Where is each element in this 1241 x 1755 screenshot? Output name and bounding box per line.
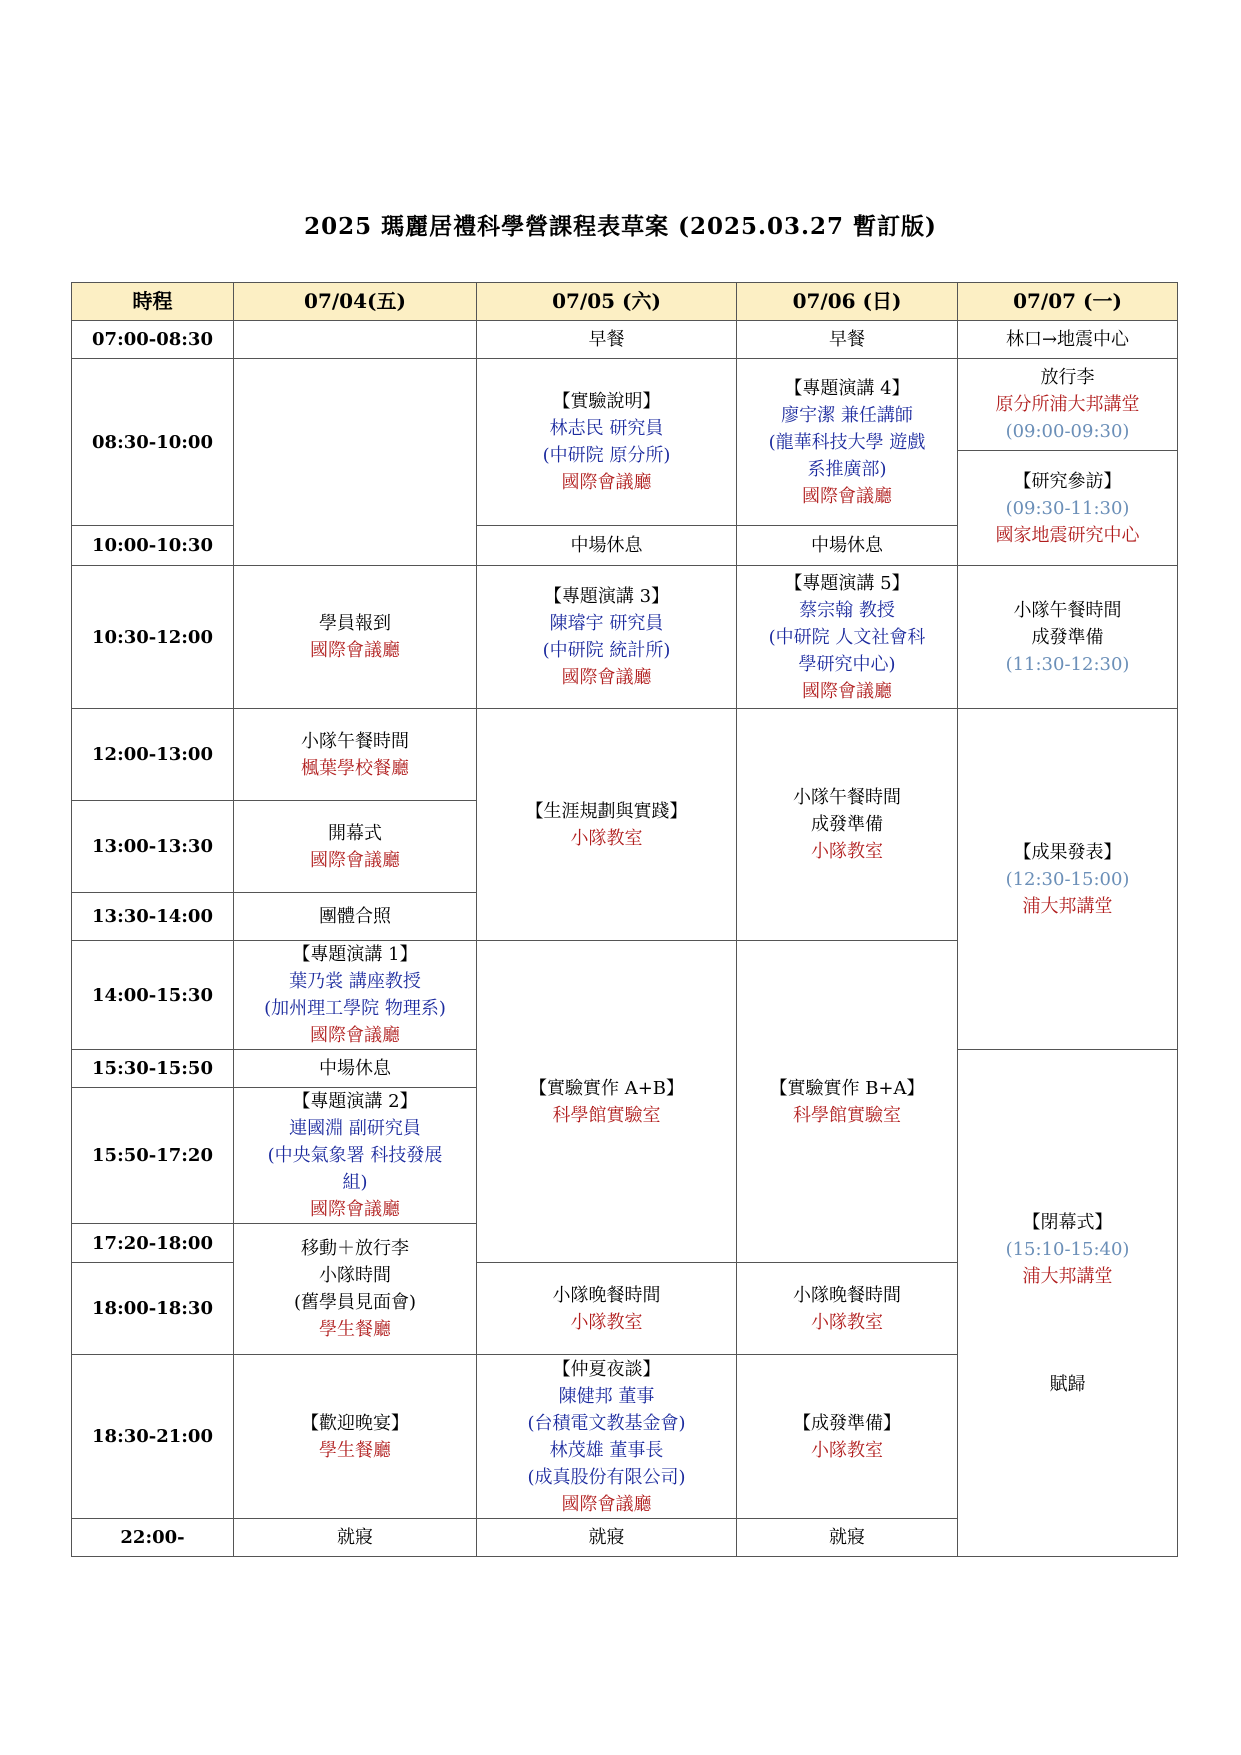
session-cell — [477, 709, 737, 941]
cell-line: 組) — [342, 1172, 368, 1193]
cell-line: (中研院 人文社會科 — [768, 626, 926, 648]
cell-line: 【專題演講 3】 — [543, 586, 670, 607]
cell-line: (11:30-12:30) — [1005, 653, 1130, 675]
cell-line: 賦歸 — [1049, 1373, 1086, 1395]
session-cell — [737, 359, 958, 526]
session-cell — [477, 321, 737, 359]
time-cell: 18:00-18:30 — [72, 1263, 234, 1355]
cell-line: (中央氣象署 科技發展 — [267, 1145, 443, 1166]
session-cell — [737, 1519, 958, 1557]
cell-line: 小隊教室 — [811, 1311, 883, 1333]
session-cell — [958, 321, 1178, 359]
time-cell: 22:00- — [72, 1519, 234, 1557]
cell-line: 【歡迎晚宴】 — [301, 1412, 409, 1434]
cell-line: 小隊午餐時間 — [793, 787, 901, 808]
cell-line: 小隊教室 — [811, 1439, 883, 1461]
session-cell — [477, 566, 737, 709]
cell-line: 早餐 — [829, 329, 865, 350]
cell-line: 學生餐廳 — [319, 1439, 391, 1461]
cell-line: 林口→地震中心 — [1005, 329, 1130, 350]
cell-line: (12:30-15:00) — [1005, 868, 1130, 890]
session-cell — [958, 1050, 1178, 1557]
session-cell — [234, 893, 477, 941]
cell-line: 就寢 — [829, 1527, 865, 1548]
cell-line: 成發準備 — [1031, 626, 1104, 648]
cell-line: (成真股份有限公司) — [527, 1466, 686, 1488]
time-cell: 18:30-21:00 — [72, 1355, 234, 1519]
session-cell — [234, 1050, 477, 1088]
cell-line: 學研究中心) — [798, 653, 896, 675]
cell-line: 學生餐廳 — [319, 1319, 391, 1340]
cell-line: 小隊午餐時間 — [1013, 599, 1122, 621]
session-cell — [737, 526, 958, 566]
cell-line: 【仲夏夜談】 — [552, 1358, 661, 1380]
session-cell — [737, 566, 958, 709]
cell-line: 【生涯規劃與實踐】 — [525, 800, 688, 822]
cell-line: 【實驗實作 A+B】 — [528, 1077, 685, 1099]
header-day2: 07/05 (六) — [477, 283, 737, 321]
cell-line: 浦大邦講堂 — [1022, 1265, 1113, 1287]
cell-line: 葉乃裳 講座教授 — [289, 971, 421, 992]
cell-line: (15:10-15:40) — [1005, 1238, 1130, 1260]
empty-cell — [234, 359, 477, 566]
cell-line: (中研院 統計所) — [542, 640, 671, 661]
cell-line: 科學館實驗室 — [552, 1104, 661, 1126]
header-row — [72, 283, 1178, 321]
cell-line: 放行李 — [1040, 367, 1095, 388]
cell-line: 開幕式 — [328, 822, 382, 844]
time-cell: 14:00-15:30 — [72, 941, 234, 1050]
cell-line: 小隊晚餐時間 — [793, 1284, 901, 1306]
cell-line: 林茂雄 董事長 — [549, 1439, 664, 1461]
cell-line: 陳璿宇 研究員 — [549, 613, 664, 634]
session-cell — [737, 941, 958, 1263]
cell-line: 【成發準備】 — [793, 1412, 901, 1434]
page-title: 2025 瑪麗居禮科學營課程表草案 (2025.03.27 暫訂版) — [304, 213, 937, 240]
header-day3: 07/06 (日) — [737, 283, 958, 321]
session-cell — [737, 1355, 958, 1519]
session-cell — [477, 1355, 737, 1519]
cell-line: 【專題演講 4】 — [784, 377, 910, 399]
session-cell — [958, 566, 1178, 709]
cell-line: 國際會議廳 — [310, 849, 400, 871]
cell-line: 廖宇潔 兼任講師 — [781, 404, 913, 426]
time-cell: 17:20-18:00 — [72, 1224, 234, 1263]
cell-line: (台積電文教基金會) — [527, 1412, 686, 1434]
session-cell — [737, 321, 958, 359]
cell-line: (中研院 原分所) — [542, 445, 671, 466]
cell-line: 國家地震研究中心 — [995, 524, 1140, 546]
session-cell — [234, 566, 477, 709]
cell-line: 系推廣部) — [807, 458, 887, 480]
cell-line: 小隊教室 — [570, 1311, 643, 1333]
cell-line: 就寢 — [337, 1527, 373, 1548]
cell-line: 中場休息 — [319, 1058, 391, 1079]
session-cell — [234, 1224, 477, 1355]
cell-line: 國際會議廳 — [310, 1025, 400, 1046]
cell-line: 成發準備 — [811, 814, 883, 835]
time-cell: 10:30-12:00 — [72, 566, 234, 709]
cell-line: (舊學員見面會) — [293, 1292, 417, 1313]
session-cell — [958, 451, 1178, 566]
cell-line: 小隊午餐時間 — [301, 730, 409, 752]
cell-line: 【專題演講 5】 — [784, 572, 910, 594]
session-cell — [234, 801, 477, 893]
schedule-table — [71, 282, 1178, 1557]
cell-line: 科學館實驗室 — [793, 1104, 901, 1126]
cell-line: 【閉幕式】 — [1022, 1211, 1113, 1233]
cell-line: (龍華科技大學 遊戲 — [768, 431, 926, 453]
cell-line: 【專題演講 1】 — [292, 944, 418, 965]
time-cell: 15:30-15:50 — [72, 1050, 234, 1088]
cell-line: 【實驗實作 B+A】 — [769, 1077, 925, 1099]
time-cell: 12:00-13:00 — [72, 709, 234, 801]
session-cell — [958, 709, 1178, 1050]
session-cell — [234, 709, 477, 801]
cell-line: 楓葉學校餐廳 — [301, 757, 409, 779]
cell-line: 【實驗說明】 — [552, 391, 661, 412]
cell-line: 中場休息 — [570, 535, 643, 556]
cell-line: 團體合照 — [319, 906, 391, 927]
cell-line: 國際會議廳 — [802, 485, 892, 507]
session-cell — [477, 941, 737, 1263]
cell-line — [962, 1290, 1173, 1317]
cell-line: 移動＋放行李 — [301, 1238, 409, 1259]
cell-line — [962, 1344, 1173, 1371]
cell-line: 國際會議廳 — [310, 1199, 400, 1220]
cell-line: 學員報到 — [319, 613, 391, 634]
cell-line: 小隊時間 — [319, 1265, 391, 1286]
session-cell — [737, 709, 958, 941]
header-day1: 07/04(五) — [234, 283, 477, 321]
cell-line: (09:00-09:30) — [1005, 421, 1130, 442]
cell-line: 小隊晚餐時間 — [552, 1284, 661, 1306]
session-cell — [737, 1263, 958, 1355]
cell-line: 蔡宗翰 教授 — [799, 599, 895, 621]
time-cell: 13:30-14:00 — [72, 893, 234, 941]
session-cell — [234, 1088, 477, 1224]
cell-line: 小隊教室 — [570, 827, 643, 849]
empty-cell — [234, 321, 477, 359]
cell-line: 早餐 — [588, 329, 625, 350]
cell-line: 小隊教室 — [811, 841, 883, 862]
cell-line: 國際會議廳 — [802, 680, 892, 702]
time-cell: 15:50-17:20 — [72, 1088, 234, 1224]
header-day4: 07/07 (一) — [958, 283, 1178, 321]
session-cell — [958, 359, 1178, 451]
session-cell — [234, 941, 477, 1050]
time-cell: 08:30-10:00 — [72, 359, 234, 526]
cell-line: 連國淵 副研究員 — [289, 1118, 421, 1139]
cell-line: 就寢 — [588, 1527, 625, 1548]
header-time: 時程 — [72, 283, 234, 321]
cell-line: 國際會議廳 — [310, 640, 400, 661]
cell-line: (09:30-11:30) — [1005, 497, 1130, 519]
session-cell — [477, 526, 737, 566]
cell-line: 國際會議廳 — [561, 472, 652, 493]
cell-line — [962, 1317, 1173, 1344]
cell-line: 林志民 研究員 — [549, 418, 664, 439]
cell-line: 國際會議廳 — [561, 1493, 652, 1515]
session-cell — [477, 359, 737, 526]
cell-line: 原分所浦大邦講堂 — [995, 394, 1140, 415]
time-cell: 07:00-08:30 — [72, 321, 234, 359]
time-cell: 10:00-10:30 — [72, 526, 234, 566]
cell-line: 【研究參訪】 — [1013, 470, 1122, 492]
cell-line: 中場休息 — [811, 535, 883, 556]
cell-line: 浦大邦講堂 — [1022, 895, 1113, 917]
cell-line: (加州理工學院 物理系) — [264, 998, 446, 1019]
cell-line: 【成果發表】 — [1013, 841, 1122, 863]
cell-line: 國際會議廳 — [561, 667, 652, 688]
session-cell — [234, 1355, 477, 1519]
session-cell — [477, 1519, 737, 1557]
session-cell — [234, 1519, 477, 1557]
time-cell: 13:00-13:30 — [72, 801, 234, 893]
session-cell — [477, 1263, 737, 1355]
cell-line: 陳健邦 董事 — [558, 1385, 655, 1407]
cell-line: 【專題演講 2】 — [292, 1091, 418, 1112]
